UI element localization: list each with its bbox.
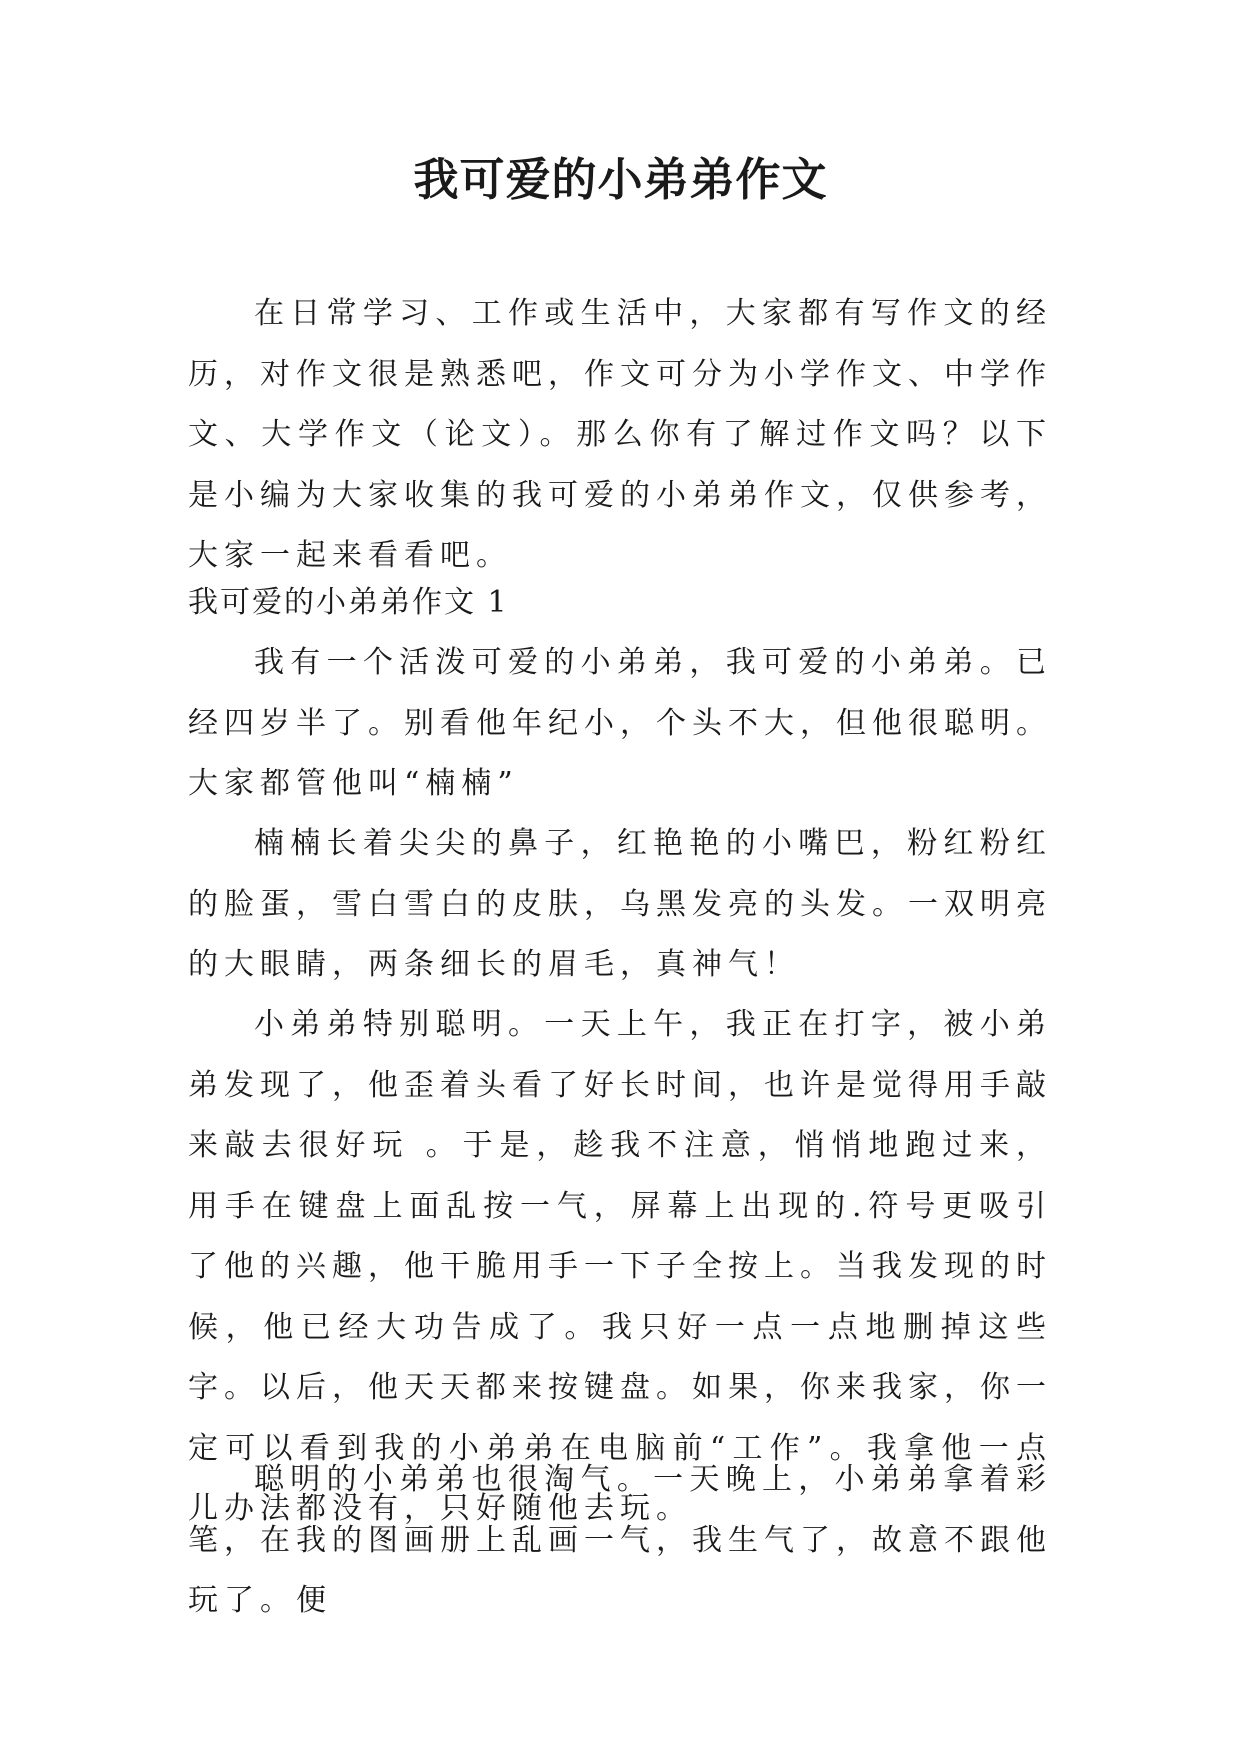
intro-paragraph: 在日常学习、工作或生活中，大家都有写作文的经历，对作文很是熟悉吧，作文可分为小学作文、中学作文、大学作文（论文）。那么你有了解过作文吗？以下是小编为大家收集的我可爱的小弟弟作文，仅供参考，大家一起来看看吧。 — [188, 296, 1052, 573]
document-title: 我可爱的小弟弟作文 — [413, 153, 828, 206]
body-paragraph-1: 我有一个活泼可爱的小弟弟，我可爱的小弟弟。已经四岁半了。别看他年纪小，个头不大，但他很聪明。大家都管他叫“楠楠” — [188, 645, 1052, 801]
body-paragraph-3: 小弟弟特别聪明。一天上午，我正在打字，被小弟弟发现了，他歪着头看了好长时间，也许是觉得用手敲来敲去很好玩 。于是，趁我不注意，悄悄地跑过来，用手在键盘上面乱按一气，屏幕上出现的.符号更吸引了他的兴趣，他干脆用手一下子全按上。当我发现的时候，他已经大功告成了。我只好一点一点地删掉这些字。以后，他天天都来按键盘。如果，你来我家，你一定可以看到我的小弟弟在电脑前“工作”。我拿他一点儿办法都没有，只好随他去玩。 — [188, 1007, 1052, 1526]
section-title: 我可爱的小弟弟作文 1 — [188, 585, 509, 620]
body-paragraph-2: 楠楠长着尖尖的鼻子，红艳艳的小嘴巴，粉红粉红的脸蛋，雪白雪白的皮肤，乌黑发亮的头发。一双明亮的大眼睛，两条细长的眉毛，真神气！ — [188, 826, 1052, 982]
body-paragraph-4: 聪明的小弟弟也很淘气。一天晚上，小弟弟拿着彩笔，在我的图画册上乱画一气，我生气了，故意不跟他玩了。便 — [188, 1462, 1052, 1618]
